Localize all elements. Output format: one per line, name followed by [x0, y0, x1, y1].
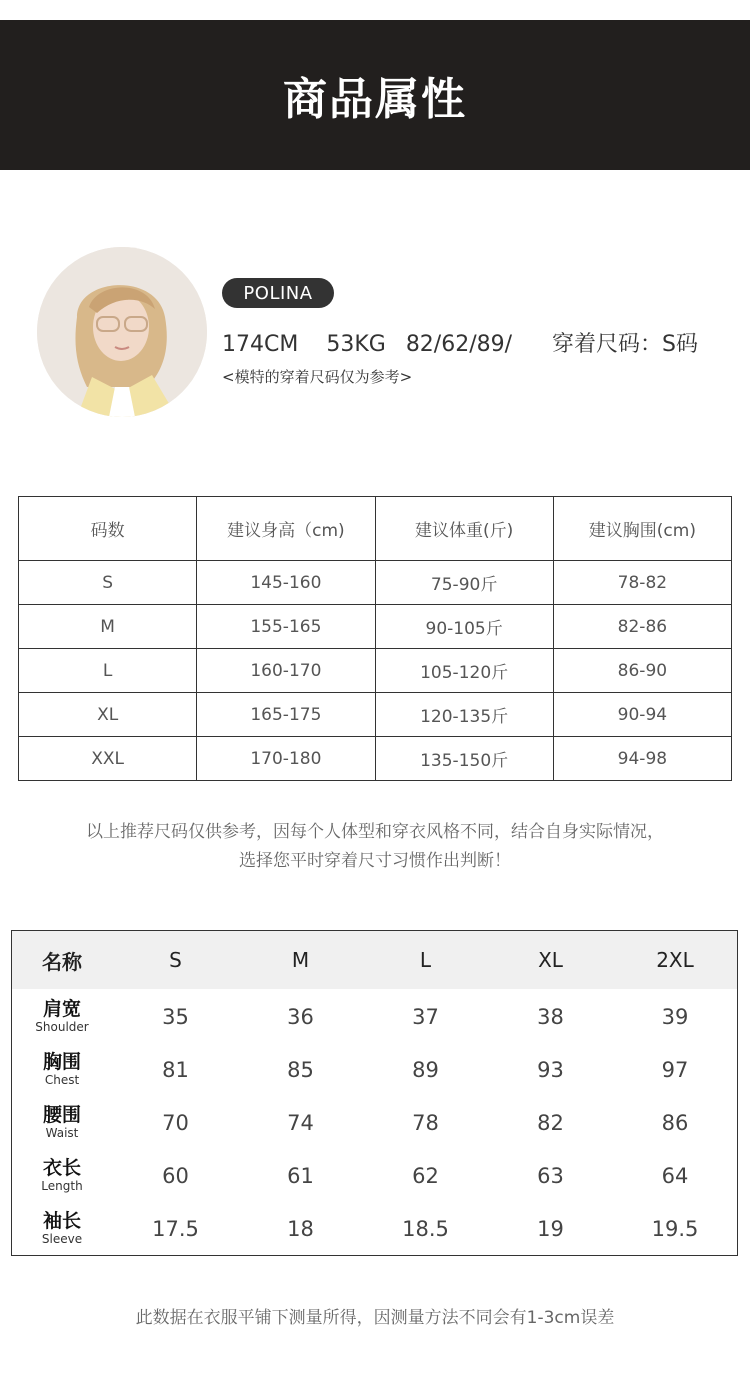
measurement-value: 64	[661, 1163, 689, 1188]
measurement-label	[12, 1202, 112, 1255]
table-header-cell: 码数	[19, 497, 197, 561]
model-height: 174CM	[222, 332, 299, 357]
table-cell: 135-150斤	[375, 737, 553, 781]
measurement-header-cell: 名称	[42, 949, 82, 974]
measurement-row	[12, 1096, 737, 1149]
measurement-value: 74	[287, 1110, 314, 1135]
table-cell: 82-86	[553, 605, 731, 649]
table-header-cell: 建议体重(斤)	[375, 497, 553, 561]
table-row	[19, 649, 732, 693]
measurement-label-en: Sleeve	[41, 1232, 83, 1246]
measurement-label-cn: 衣长	[42, 1157, 81, 1179]
measurement-table	[11, 930, 738, 1256]
measurement-label-en: Chest	[44, 1073, 80, 1087]
measurement-label-cn: 袖长	[42, 1210, 81, 1232]
model-weight: 53KG	[326, 332, 386, 357]
table-cell: 90-94	[553, 693, 731, 737]
measurement-value: 86	[661, 1110, 689, 1135]
measurement-header-cell: XL	[538, 948, 563, 972]
measurement-header-cell: L	[419, 948, 432, 972]
measurement-value: 17.5	[152, 1216, 199, 1241]
model-size-worn: 穿着尺码：S码	[552, 332, 698, 357]
table-cell: 75-90斤	[375, 561, 553, 605]
table-cell: 105-120斤	[375, 649, 553, 693]
measurement-label-cn: 胸围	[42, 1051, 81, 1073]
table-cell: 90-105斤	[375, 605, 553, 649]
measurement-label-cn: 腰围	[42, 1104, 81, 1126]
measurement-label-en: Waist	[45, 1126, 79, 1140]
table-cell: 120-135斤	[375, 693, 553, 737]
table-cell: 170-180	[197, 737, 375, 781]
recommendation-note-line: 以上推荐尺码仅供参考，因每个人体型和穿衣风格不同，结合自身实际情况，	[86, 822, 664, 842]
measurement-value: 18	[287, 1216, 314, 1241]
measurement-value: 36	[287, 1004, 314, 1029]
model-name-badge: POLINA	[222, 278, 334, 308]
measurement-value: 39	[661, 1004, 689, 1029]
measurement-header-cell: S	[169, 948, 182, 972]
table-cell: XXL	[19, 737, 197, 781]
measurement-value: 63	[537, 1163, 564, 1188]
measurement-header-cell: M	[291, 948, 310, 972]
measurement-value: 60	[162, 1163, 189, 1188]
table-header-cell: 建议身高（cm)	[197, 497, 375, 561]
measurement-value: 19.5	[651, 1216, 699, 1241]
table-header-cell: 建议胸围(cm)	[553, 497, 731, 561]
table-row	[19, 693, 732, 737]
model-note: <模特的穿着尺码仅为参考>	[222, 368, 413, 386]
model-avatar	[37, 247, 207, 417]
model-stats	[222, 327, 698, 358]
measurement-value: 70	[162, 1110, 189, 1135]
page-title: 商品属性	[283, 74, 467, 125]
table-cell: 155-165	[197, 605, 375, 649]
measurement-value: 38	[537, 1004, 564, 1029]
measurement-header-cell: 2XL	[656, 948, 694, 972]
measurement-label	[12, 1043, 112, 1096]
size-recommendation-table	[18, 496, 732, 781]
measurement-header-row	[12, 931, 737, 989]
table-cell: 165-175	[197, 693, 375, 737]
measurement-label-en: Length	[41, 1179, 83, 1193]
model-photo	[37, 247, 207, 417]
model-measurements: 82/62/89/	[405, 332, 513, 357]
table-row	[19, 605, 732, 649]
table-row	[19, 737, 732, 781]
measurement-label-cn: 肩宽	[42, 998, 81, 1020]
table-cell: 78-82	[553, 561, 731, 605]
table-cell: 145-160	[197, 561, 375, 605]
table-cell: 86-90	[553, 649, 731, 693]
measurement-value: 89	[412, 1057, 439, 1082]
measurement-value: 19	[537, 1216, 564, 1241]
model-info	[0, 245, 750, 420]
measurement-value: 61	[287, 1163, 314, 1188]
measurement-label	[12, 1096, 112, 1149]
measurement-value: 62	[412, 1163, 439, 1188]
measurement-value: 78	[412, 1110, 439, 1135]
measurement-value: 18.5	[402, 1216, 449, 1241]
table-cell: L	[19, 649, 197, 693]
header-band	[0, 20, 750, 170]
measurement-value: 82	[537, 1110, 564, 1135]
table-cell: 160-170	[197, 649, 375, 693]
table-cell: XL	[19, 693, 197, 737]
measurement-value: 37	[412, 1004, 439, 1029]
table-header-row	[19, 497, 732, 561]
measurement-value: 93	[537, 1057, 564, 1082]
measurement-row	[12, 990, 737, 1043]
measurement-value: 85	[287, 1057, 314, 1082]
measurement-row	[12, 1149, 737, 1202]
recommendation-note-line: 选择您平时穿着尺寸习惯作出判断！	[239, 851, 511, 871]
measurement-row	[12, 1202, 737, 1255]
measurement-label	[12, 1149, 112, 1202]
table-cell: S	[19, 561, 197, 605]
footer-note: 此数据在衣服平铺下测量所得，因测量方法不同会有1-3cm误差	[135, 1308, 615, 1328]
measurement-label	[12, 990, 112, 1043]
recommendation-note	[0, 818, 750, 876]
measurement-label-en: Shoulder	[35, 1020, 89, 1034]
table-row	[19, 561, 732, 605]
measurement-value: 35	[162, 1004, 189, 1029]
measurement-value: 81	[162, 1057, 189, 1082]
table-cell: 94-98	[553, 737, 731, 781]
measurement-row	[12, 1043, 737, 1096]
table-cell: M	[19, 605, 197, 649]
measurement-value: 97	[661, 1057, 689, 1082]
